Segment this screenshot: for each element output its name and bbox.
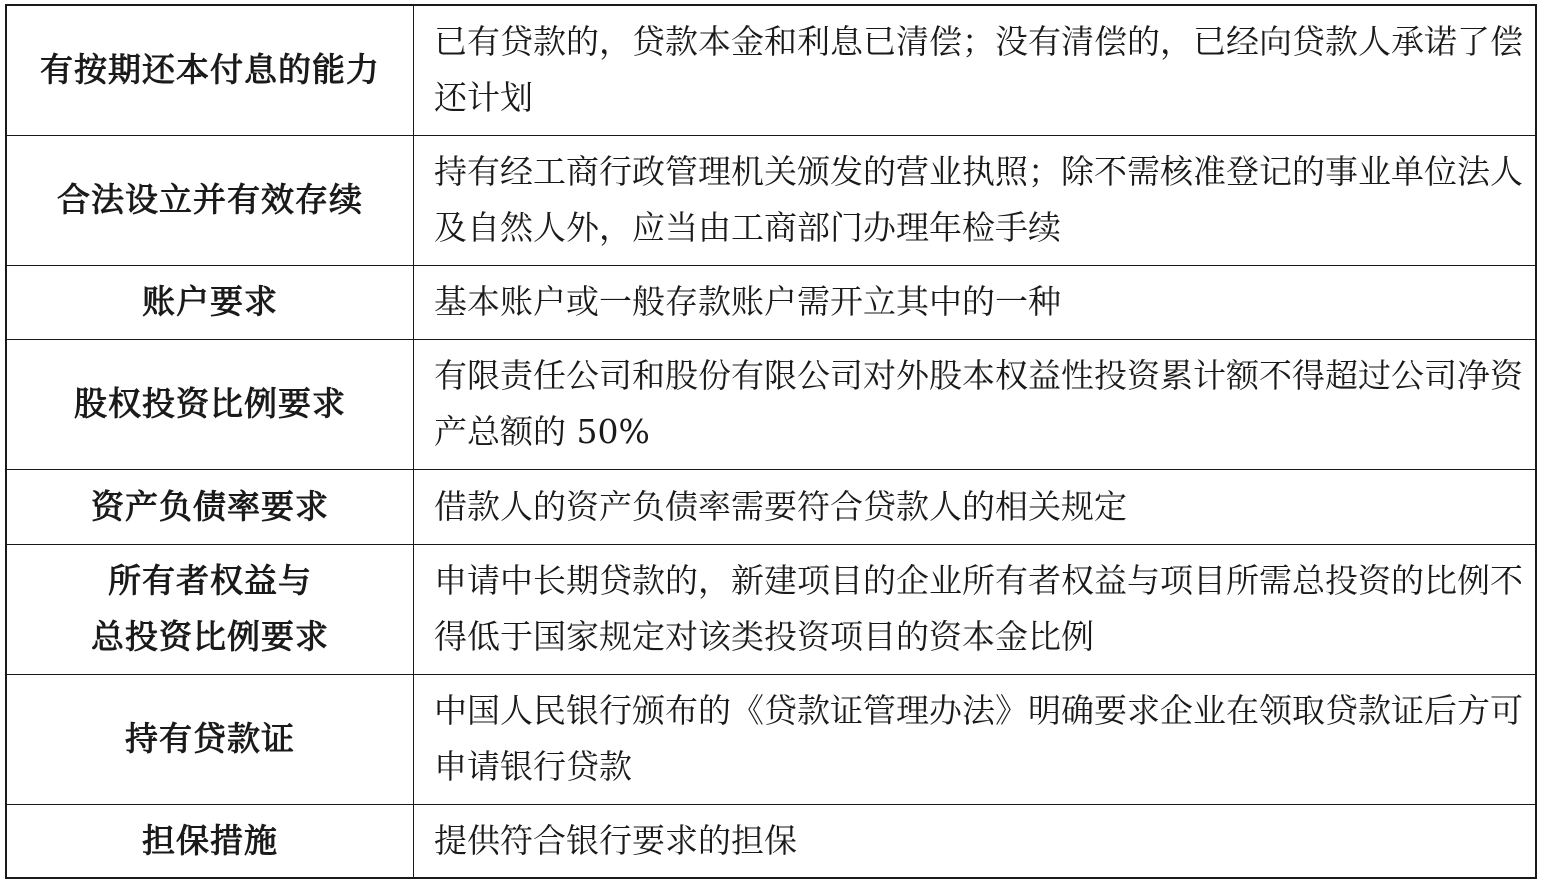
table-row (6, 469, 1536, 544)
table-row (6, 804, 1536, 878)
requirement-description: 持有经工商行政管理机关颁发的营业执照；除不需核准登记的事业单位法人及自然人外，应当由工商部门办理年检手续 (414, 135, 1537, 265)
requirement-label-text: 有按期还本付息的能力 (40, 50, 380, 90)
requirement-label (6, 674, 414, 804)
table-row (6, 339, 1536, 469)
requirement-label (6, 5, 414, 135)
requirement-description: 已有贷款的，贷款本金和利息已清偿；没有清偿的，已经向贷款人承诺了偿还计划 (414, 5, 1537, 135)
requirement-label-text: 合法设立并有效存续 (57, 180, 363, 219)
requirements-table (5, 4, 1537, 879)
requirement-label (6, 339, 414, 469)
requirement-label (6, 544, 414, 674)
requirement-description: 借款人的资产负债率需要符合贷款人的相关规定 (414, 469, 1537, 544)
table-row (6, 544, 1536, 674)
requirement-label (6, 804, 414, 878)
requirement-description: 提供符合银行要求的担保 (414, 804, 1537, 878)
requirement-label-text: 总投资比例要求 (91, 617, 329, 656)
requirement-label-text: 所有者权益与 (108, 561, 312, 600)
requirement-description: 申请中长期贷款的，新建项目的企业所有者权益与项目所需总投资的比例不得低于国家规定对该类投资项目的资本金比例 (414, 544, 1537, 674)
requirement-label-text: 持有贷款证 (125, 719, 295, 758)
table-row (6, 5, 1536, 135)
requirement-description: 有限责任公司和股份有限公司对外股本权益性投资累计额不得超过公司净资产总额的 50% (414, 339, 1537, 469)
requirement-label (6, 135, 414, 265)
requirement-label-text: 担保措施 (142, 820, 278, 860)
requirement-label-text: 股权投资比例要求 (74, 384, 346, 423)
table-row (6, 265, 1536, 339)
requirement-label-text: 账户要求 (142, 282, 278, 321)
requirement-description: 中国人民银行颁布的《贷款证管理办法》明确要求企业在领取贷款证后方可申请银行贷款 (414, 674, 1537, 804)
table-row (6, 674, 1536, 804)
requirement-label (6, 265, 414, 339)
table-row (6, 135, 1536, 265)
requirement-label (6, 469, 414, 544)
requirement-description: 基本账户或一般存款账户需开立其中的一种 (414, 265, 1537, 339)
requirement-label-text: 资产负债率要求 (91, 486, 329, 526)
